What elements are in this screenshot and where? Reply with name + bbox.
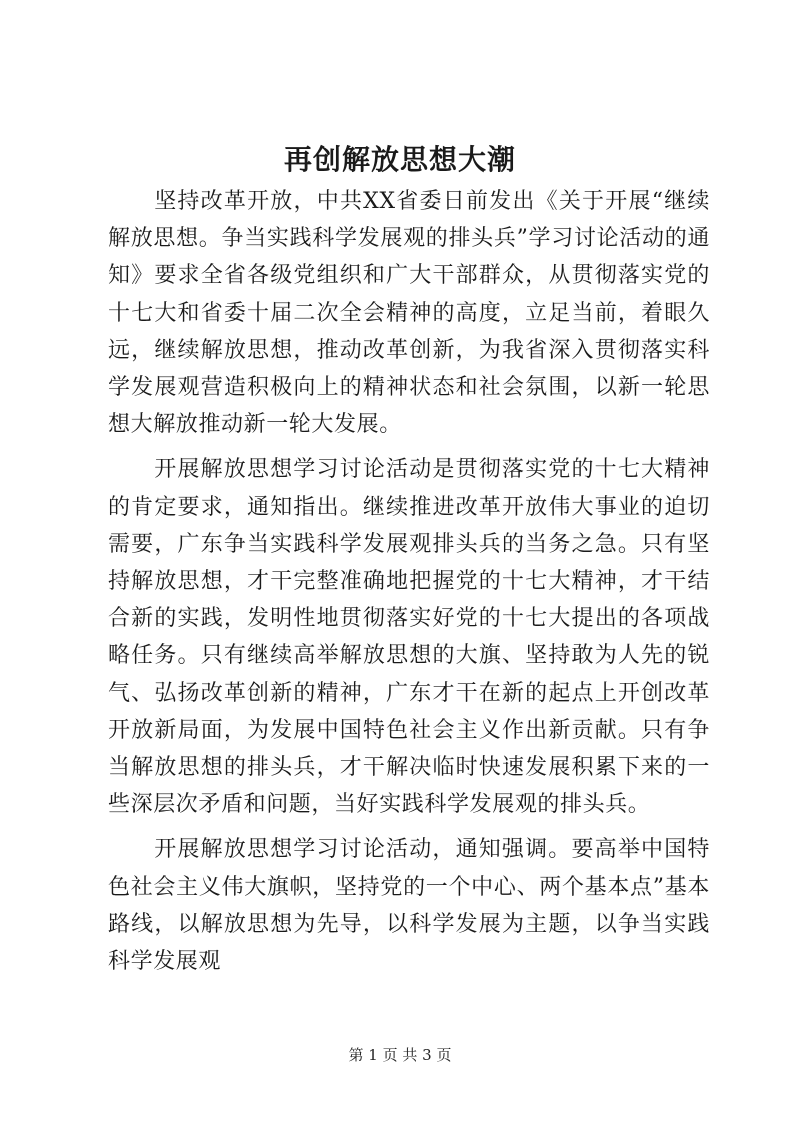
- document-body: [108, 183, 710, 988]
- paragraph-1: 坚持改革开放，中共XX省委日前发出《关于开展“继续解放思想。争当实践科学发展观的排头兵”学习讨论活动的通知》要求全省各级党组织和广大干部群众，从贯彻落实党的十七大和省委十届二次全会精神的高度，立足当前，着眼久远，继续解放思想，推动改革创新，为我省深入贯彻落实科学发展观营造积极向上的精神状态和社会氛围，以新一轮思想大解放推动新一轮大发展。: [108, 189, 710, 438]
- page-title: 再创解放思想大潮: [283, 143, 516, 176]
- paragraph-2: 开展解放思想学习讨论活动是贯彻落实党的十七大精神的肯定要求，通知指出。继续推进改革开放伟大事业的迫切需要，广东争当实践科学发展观排头兵的当务之急。只有坚持解放思想，才干完整准确地把握党的十七大精神，才干结合新的实践，发明性地贯彻落实好党的十七大提出的各项战略任务。只有继续高举解放思想的大旗、坚持敢为人先的锐气、弘扬改革创新的精神，广东才干在新的起点上开创改革开放新局面，为发展中国特色社会主义作出新贡献。只有争当解放思想的排头兵，才干解决临时快速发展积累下来的一些深层次矛盾和问题，当好实践科学发展观的排头兵。: [108, 457, 710, 818]
- page-footer: 第 1 页 共 3 页: [348, 1046, 452, 1064]
- paragraph-3: 开展解放思想学习讨论活动，通知强调。要高举中国特色社会主义伟大旗帜，坚持党的一个中心、两个基本点”基本路线，以解放思想为先导，以科学发展为主题，以争当实践科学发展观: [108, 837, 710, 975]
